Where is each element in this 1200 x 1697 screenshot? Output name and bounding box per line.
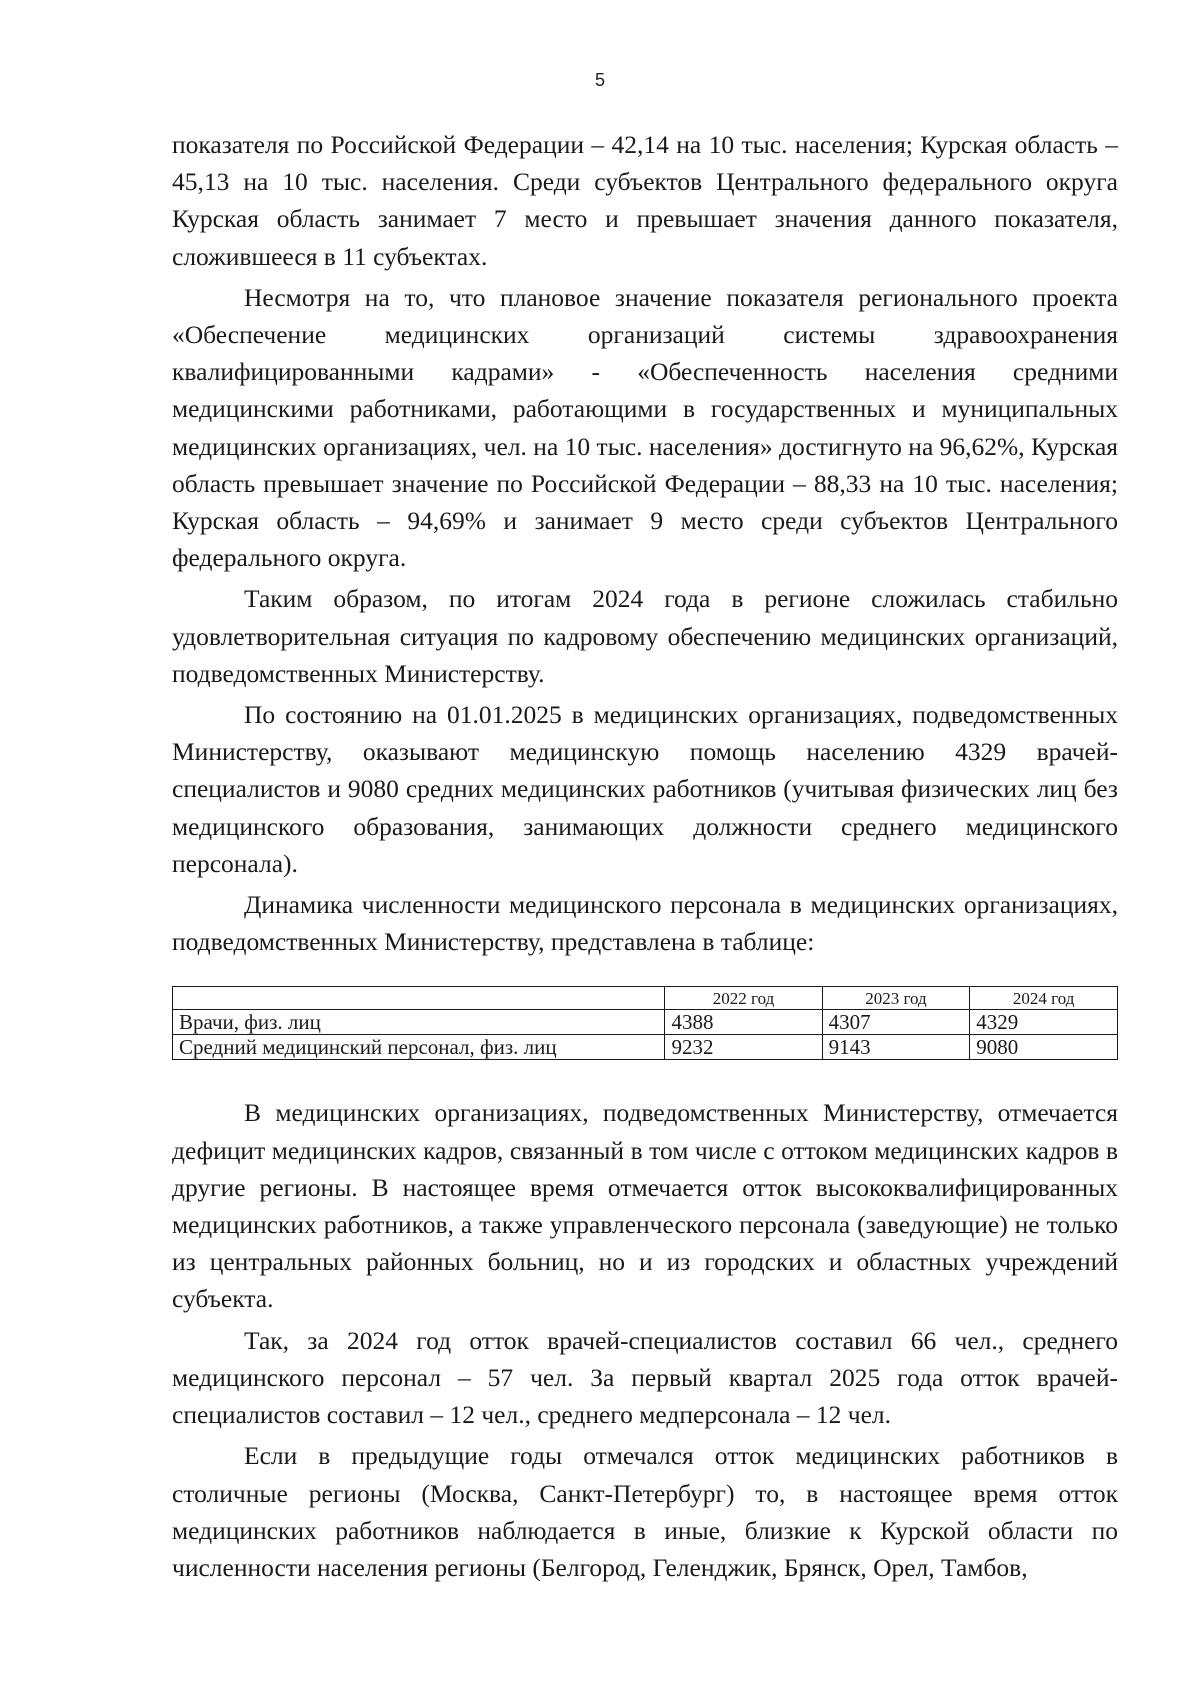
table-header-row	[173, 987, 1118, 1010]
paragraph: Так, за 2024 год отток врачей-специалистов составил 66 чел., среднего медицинского персонал – 57 чел. За первый квартал 2025 года отток врачей-специалистов составил – 12 чел., среднего медперсонала – 12 чел.	[172, 1325, 1118, 1430]
document-body	[172, 126, 1118, 1590]
paragraph: По состоянию на 01.01.2025 в медицинских организациях, подведомственных Министерству, оказывают медицинскую помощь населению 4329 врачей-специалистов и 9080 средних медицинских работников (учитывая физических лиц без медицинского образования, занимающих должности среднего медицинского персонала).	[172, 700, 1118, 878]
staff-dynamics-table-wrapper	[172, 986, 1118, 1060]
paragraph: Динамика численности медицинского персонала в медицинских организациях, подведомственных Министерству, представлена в таблице:	[172, 890, 1118, 957]
table-header-cell: 2024 год	[970, 987, 1118, 1010]
table-cell: 4388	[665, 1010, 822, 1035]
paragraph: Если в предыдущие годы отмечался отток медицинских работников в столичные регионы (Москва, Санкт-Петербург) то, в настоящее время отток медицинских работников наблюдается в иные, близкие к Курской области по численности населения регионы (Белгород, Геленджик, Брянск, Орел, Тамбов,	[172, 1441, 1118, 1582]
paragraph: Несмотря на то, что плановое значение показателя регионального проекта «Обеспечение медицинских организаций системы здравоохранения квалифицированными кадрами» - «Обеспеченность населения средними медицинскими работниками, работающими в государственных и муниципальных медицинских организациях, чел. на 10 тыс. населения» достигнуто на 96,62%, Курская область превышает значение по Российской Федерации – 88,33 на 10 тыс. населения; Курская область – 94,69% и занимает 9 место среди субъектов Центрального федерального округа.	[172, 282, 1118, 573]
table-cell: Средний медицинский персонал, физ. лиц	[173, 1035, 665, 1060]
page-number: 5	[594, 70, 605, 90]
table-cell: 9143	[822, 1035, 970, 1060]
table-header-cell: 2023 год	[822, 987, 970, 1010]
table-cell: 9080	[970, 1035, 1118, 1060]
table-cell: 4329	[970, 1010, 1118, 1035]
table-header-cell	[173, 987, 665, 1010]
paragraph: Таким образом, по итогам 2024 года в регионе сложилась стабильно удовлетворительная ситуация по кадровому обеспечению медицинских организаций, подведомственных Министерству.	[172, 584, 1118, 688]
paragraph: показателя по Российской Федерации – 42,14 на 10 тыс. населения; Курская область – 45,13 на 10 тыс. населения. Среди субъектов Центрального федерального округа Курская область занимает 7 место и превышает значения данного показателя, сложившееся в 11 субъектах.	[172, 130, 1118, 271]
table-row	[173, 1010, 1118, 1035]
table-header-cell: 2022 год	[665, 987, 822, 1010]
table-cell: 4307	[822, 1010, 970, 1035]
table-row	[173, 1035, 1118, 1060]
table-cell: 9232	[665, 1035, 822, 1060]
table-cell: Врачи, физ. лиц	[173, 1010, 665, 1035]
paragraph: В медицинских организациях, подведомственных Министерству, отмечается дефицит медицинских кадров, связанный в том числе с оттоком медицинских кадров в другие регионы. В настоящее время отмечается отток высококвалифицированных медицинских работников, а также управленческого персонала (заведующие) не только из центральных районных больниц, но и из городских и областных учреждений субъекта.	[172, 1098, 1118, 1314]
staff-dynamics-table	[172, 986, 1118, 1060]
